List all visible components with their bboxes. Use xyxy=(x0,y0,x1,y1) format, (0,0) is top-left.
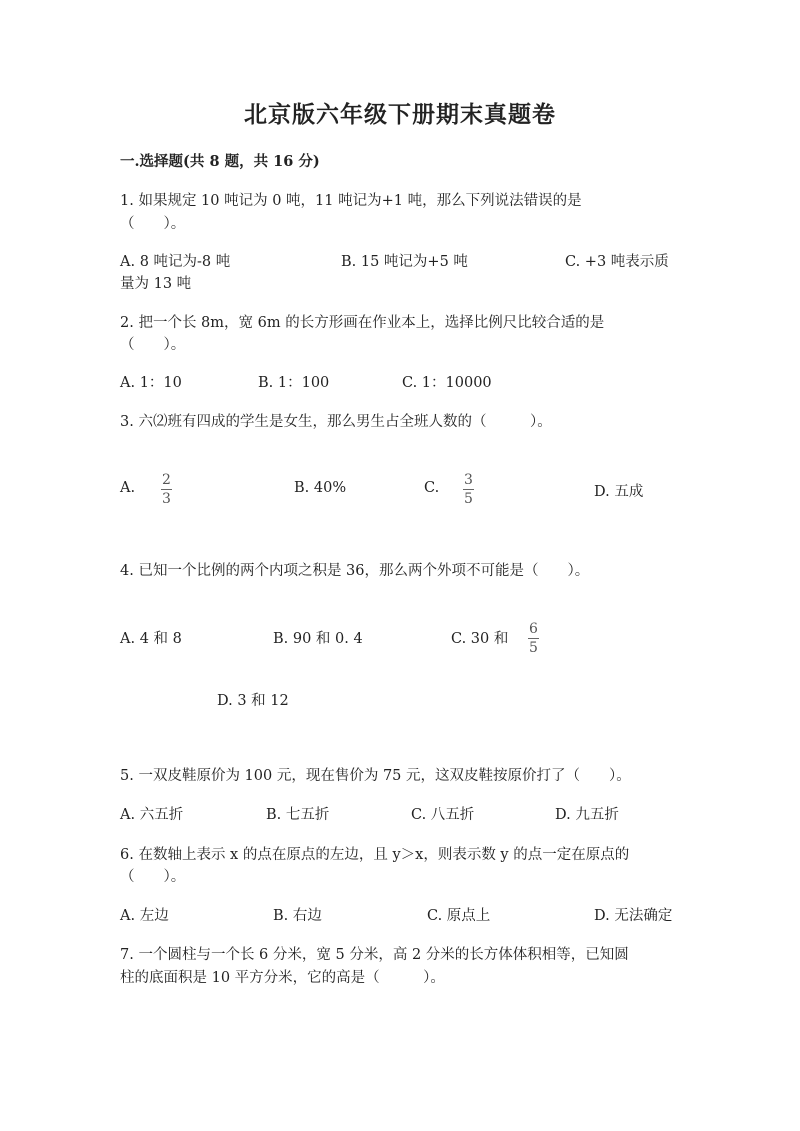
question-5-line-1: 5. 一双皮鞋原价为 100 元，现在售价为 75 元，这双皮鞋按原价打了（ ）。 xyxy=(120,768,631,784)
question-2-line-1: 2. 把一个长 8m，宽 6m 的长方形画在作业本上，选择比例尺比较合适的是 xyxy=(120,315,605,331)
question-3-line-1: 3. 六⑵班有四成的学生是女生，那么男生占全班人数的（ ）。 xyxy=(120,414,552,430)
question-1-option-a: A. 8 吨记为-8 吨 xyxy=(120,254,231,270)
question-1-option-b: B. 15 吨记为+5 吨 xyxy=(341,254,468,270)
question-3-fraction-a xyxy=(161,473,172,506)
fraction-denominator: 5 xyxy=(464,491,473,507)
question-6-option-b: B. 右边 xyxy=(273,908,322,924)
question-3-option-a: A. xyxy=(120,480,136,496)
question-1-option-c-cont: 量为 13 吨 xyxy=(120,276,192,292)
question-4-option-d: D. 3 和 12 xyxy=(217,693,289,709)
question-2-line-2: （ ）。 xyxy=(120,337,186,353)
question-5-option-d: D. 九五折 xyxy=(555,807,619,823)
question-3-option-b: B. 40% xyxy=(294,480,347,496)
question-1-line-1: 1. 如果规定 10 吨记为 0 吨，11 吨记为+1 吨，那么下列说法错误的是 xyxy=(120,193,582,209)
question-1-line-2: （ ）。 xyxy=(120,216,186,232)
fraction-bar xyxy=(528,638,539,639)
fraction-numerator: 3 xyxy=(464,472,473,488)
question-4-line-1: 4. 已知一个比例的两个内项之积是 36，那么两个外项不可能是（ ）。 xyxy=(120,563,590,579)
section-heading: 一.选择题(共 8 题，共 16 分) xyxy=(120,153,320,170)
question-3-option-c: C. xyxy=(424,480,440,496)
question-4-option-c: C. 30 和 xyxy=(451,631,509,647)
question-5-option-b: B. 七五折 xyxy=(266,807,330,823)
question-6-option-d: D. 无法确定 xyxy=(594,908,673,924)
question-5-option-c: C. 八五折 xyxy=(411,807,475,823)
fraction-numerator: 6 xyxy=(529,621,538,637)
fraction-denominator: 5 xyxy=(529,640,538,656)
question-6-line-2: （ ）。 xyxy=(120,869,186,885)
question-2-option-c: C. 1：10000 xyxy=(402,375,492,391)
question-4-option-a: A. 4 和 8 xyxy=(120,631,182,647)
question-2-option-a: A. 1：10 xyxy=(120,375,182,391)
question-4-option-b: B. 90 和 0. 4 xyxy=(273,631,363,647)
question-2-option-b: B. 1：100 xyxy=(258,375,330,391)
fraction-bar xyxy=(161,489,172,490)
question-6-line-1: 6. 在数轴上表示 x 的点在原点的左边，且 y＞x，则表示数 y 的点一定在原点的 xyxy=(120,847,630,863)
question-5-option-a: A. 六五折 xyxy=(120,807,184,823)
question-7-line-1: 7. 一个圆柱与一个长 6 分米，宽 5 分米，高 2 分米的长方体体积相等，已知圆 xyxy=(120,947,629,963)
question-4-fraction-c xyxy=(528,622,539,655)
fraction-numerator: 2 xyxy=(162,472,171,488)
page-title: 北京版六年级下册期末真题卷 xyxy=(244,101,556,128)
question-6-option-a: A. 左边 xyxy=(120,908,169,924)
question-1-option-c: C. +3 吨表示质 xyxy=(565,254,669,270)
question-3-option-d: D. 五成 xyxy=(594,484,644,500)
fraction-bar xyxy=(463,489,474,490)
fraction-denominator: 3 xyxy=(162,491,171,507)
question-7-line-2: 柱的底面积是 10 平方分米，它的高是（ ）。 xyxy=(120,970,445,986)
question-6-option-c: C. 原点上 xyxy=(427,908,491,924)
question-3-fraction-c xyxy=(463,473,474,506)
